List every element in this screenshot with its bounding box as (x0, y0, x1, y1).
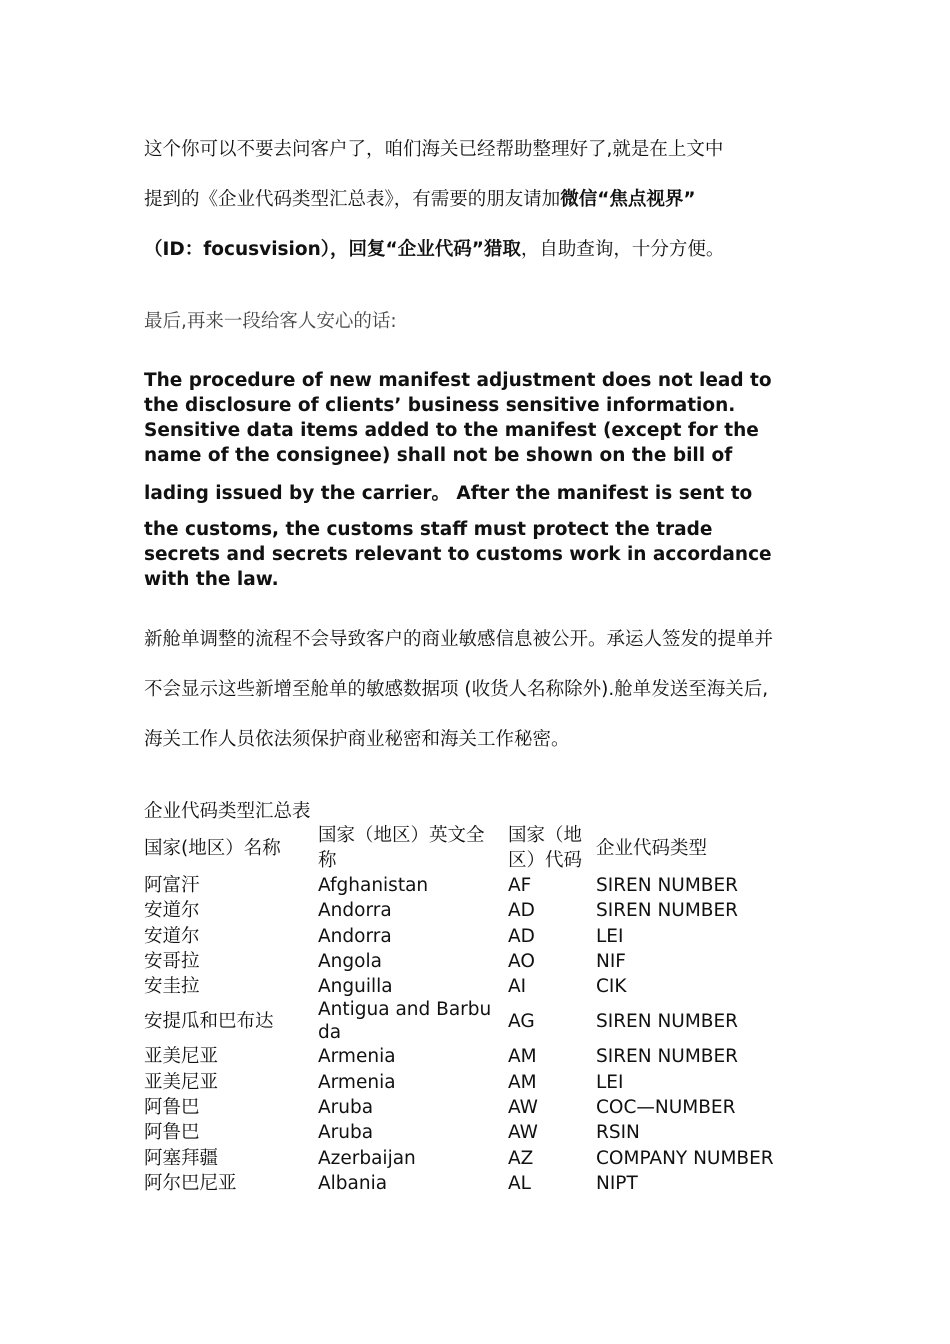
reply-instruction-text: （ID：focusvision），回复“企业代码”猎取 (144, 239, 521, 260)
cell-code-type: CIK (596, 976, 627, 998)
english-line-2: the disclosure of clients’ business sensitive information. (144, 395, 736, 416)
cell-english-name: Afghanistan (318, 875, 429, 896)
chinese-line-1: 新舱单调整的流程不会导致客户的商业敏感信息被公开。承运人签发的提单并 (144, 629, 774, 650)
header-code-type: 企业代码类型 (596, 837, 708, 859)
cell-country-code: AO (508, 950, 535, 972)
table-row (142, 1171, 828, 1196)
cell-country-code: AM (508, 1046, 537, 1068)
cell-code-type: SIREN NUMBER (596, 1046, 739, 1068)
cell-country-name: 阿鲁巴 (144, 1097, 200, 1119)
table-row (142, 924, 828, 949)
table-title: 企业代码类型汇总表 (144, 801, 311, 822)
chinese-line-2: 不会显示这些新增至舱单的敏感数据项 (收货人名称除外).舱单发送至海关后, (144, 679, 769, 700)
cell-country-code: AG (508, 1010, 535, 1032)
table-row (142, 999, 828, 1044)
cell-country-name: 阿富汗 (144, 875, 200, 896)
cell-english-name: Armenia (318, 1046, 396, 1068)
table-header-row (142, 823, 828, 873)
cell-english-name: Antigua and Barbu da (318, 999, 492, 1043)
cell-country-code: AD (508, 925, 535, 947)
cell-country-name: 安提瓜和巴布达 (144, 1010, 274, 1032)
english-line-5: lading issued by the carrier。 After the manifest is sent to (144, 483, 753, 504)
header-english-name: 国家（地区）英文全 称 (318, 825, 485, 871)
english-line-8: with the law. (144, 569, 279, 590)
english-line-6: the customs, the customs staff must protect the trade (144, 519, 713, 540)
cell-code-type: RSIN (596, 1122, 640, 1144)
intro-line-2-text: 提到的《企业代码类型汇总表》，有需要的朋友请加 (144, 189, 561, 210)
cell-english-name: Aruba (318, 1097, 374, 1119)
intro-line-2 (144, 188, 696, 212)
cell-english-name: Albania (318, 1172, 388, 1194)
cell-english-name: Andorra (318, 925, 392, 947)
cell-english-name: Aruba (318, 1122, 374, 1144)
header-country-name: 国家(地区）名称 (144, 837, 281, 859)
table-row (142, 1044, 828, 1069)
table-row (142, 974, 828, 999)
cell-country-code: AM (508, 1071, 537, 1093)
header-country-code: 国家（地 区）代码 (508, 825, 583, 871)
cell-country-code: AI (508, 976, 527, 998)
cell-code-type: NIPT (596, 1172, 638, 1194)
cell-country-name: 安道尔 (144, 925, 200, 947)
table-row (142, 1070, 828, 1095)
cell-code-type: COC—NUMBER (596, 1097, 736, 1119)
enterprise-code-table (142, 823, 828, 1196)
cell-country-code: AW (508, 1097, 538, 1119)
cell-country-code: AZ (508, 1147, 534, 1169)
cell-english-name: Anguilla (318, 976, 393, 998)
cell-country-name: 阿尔巴尼亚 (144, 1172, 237, 1194)
english-line-4: name of the consignee) shall not be shown on the bill of (144, 445, 733, 466)
cell-country-name: 安哥拉 (144, 950, 200, 972)
english-line-1: The procedure of new manifest adjustment does not lead to (144, 370, 772, 391)
cell-english-name: Azerbaijan (318, 1147, 416, 1169)
cell-code-type: SIREN NUMBER (596, 875, 739, 896)
cell-country-code: AL (508, 1172, 531, 1194)
cell-country-name: 亚美尼亚 (144, 1071, 219, 1093)
cell-code-type: LEI (596, 925, 624, 947)
table-row (142, 898, 828, 923)
cell-english-name: Armenia (318, 1071, 396, 1093)
cell-country-code: AD (508, 900, 535, 922)
table-row (142, 1120, 828, 1145)
cell-code-type: COMPANY NUMBER (596, 1147, 774, 1169)
cell-country-name: 阿塞拜疆 (144, 1147, 219, 1169)
table-row (142, 1146, 828, 1171)
cell-code-type: SIREN NUMBER (596, 1010, 739, 1032)
cell-code-type: SIREN NUMBER (596, 900, 739, 922)
cell-country-name: 安圭拉 (144, 976, 200, 998)
cell-english-name: Angola (318, 950, 382, 972)
chinese-line-3: 海关工作人员依法须保护商业秘密和海关工作秘密。 (144, 729, 570, 750)
table-row (142, 949, 828, 974)
lead-paragraph: 最后,再来一段给客人安心的话: (144, 311, 397, 332)
cell-country-code: AF (508, 875, 532, 896)
cell-country-name: 阿鲁巴 (144, 1122, 200, 1144)
intro-line-3-text: ，自助查询，十分方便。 (520, 239, 725, 260)
cell-code-type: NIF (596, 950, 626, 972)
cell-english-name: Andorra (318, 900, 392, 922)
wechat-account-text: 微信“焦点视界” (560, 189, 696, 210)
table-row (142, 873, 828, 898)
english-line-3: Sensitive data items added to the manifest (except for the (144, 420, 759, 441)
cell-code-type: LEI (596, 1071, 624, 1093)
english-line-7: secrets and secrets relevant to customs work in accordance (144, 544, 772, 565)
table-row (142, 1095, 828, 1120)
cell-country-name: 安道尔 (144, 900, 200, 922)
cell-country-code: AW (508, 1122, 538, 1144)
cell-country-name: 亚美尼亚 (144, 1046, 219, 1068)
intro-line-1: 这个你可以不要去问客户了，咱们海关已经帮助整理好了,就是在上文中 (144, 139, 724, 160)
intro-line-3 (144, 238, 724, 262)
